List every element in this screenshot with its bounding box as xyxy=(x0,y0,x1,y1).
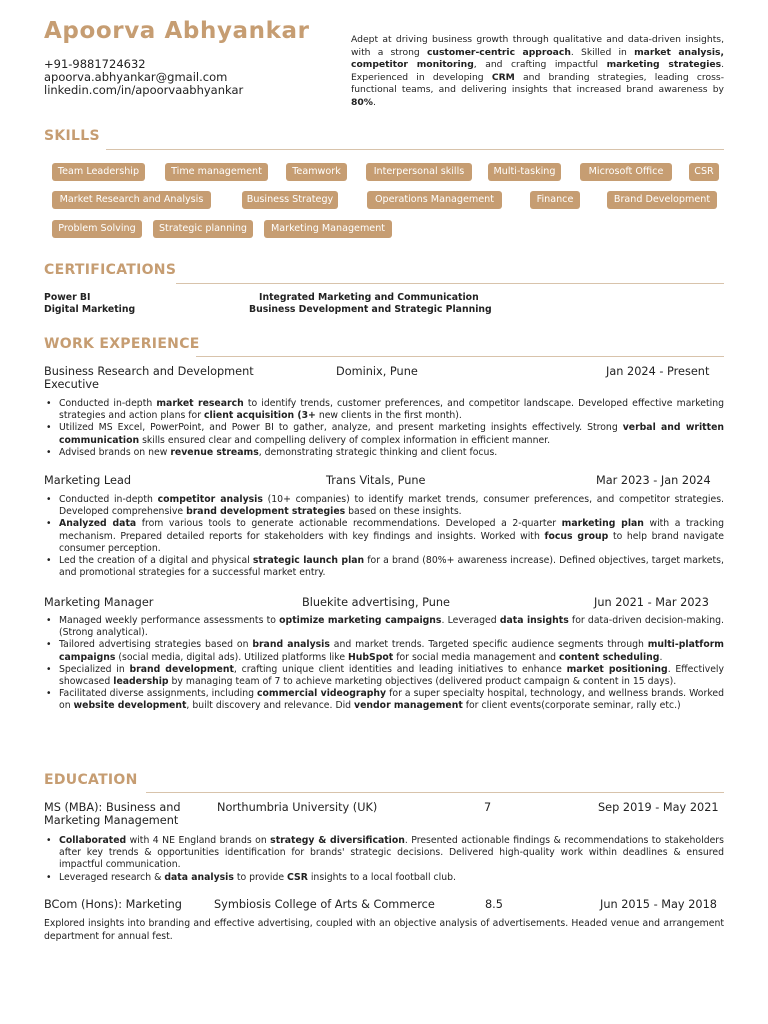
job-bullet: • Tailored advertising strategies based on brand analysis and market trends. Targeted specific audience segments through multi-platform campaigns (social media, digital ads). Utilized platforms like HubSpot for social media management and content scheduling. xyxy=(59,639,724,663)
skill-chip: Strategic planning xyxy=(153,220,253,238)
school-name: Northumbria University (UK) xyxy=(217,801,378,814)
job-company: Dominix, Pune xyxy=(336,365,418,378)
degree-description: Explored insights into branding and effective advertising, coupled with an objective analysis of advertisements. Headed venue and arrangement department for annual fest. xyxy=(44,918,724,942)
degree-name: BCom (Hons): Marketing xyxy=(44,898,182,911)
experience-divider xyxy=(196,356,724,357)
certification-item: Business Development and Strategic Planning xyxy=(249,304,492,315)
certification-item: Digital Marketing xyxy=(44,304,136,315)
degree-dates: Jun 2015 - May 2018 xyxy=(600,898,717,911)
skill-chip: Multi-tasking xyxy=(488,163,561,181)
job-bullet: • Facilitated diverse assignments, including commercial videography for a super specialty hospital, technology, and wellness brands. Worked on website development, built discovery and relevance. Did vendor management for client events(corporate seminar, rally etc.) xyxy=(59,688,724,712)
job-dates: Jan 2024 - Present xyxy=(606,365,710,378)
job-bullet: • Utilized MS Excel, PowerPoint, and Power BI to gather, analyze, and present marketing insights effectively. Strong verbal and written communication skills ensured clear and compelling delivery of complex information in efficient manner. xyxy=(59,422,724,446)
skill-chip: Market Research and Analysis xyxy=(52,191,211,209)
job-dates: Mar 2023 - Jan 2024 xyxy=(596,474,711,487)
job-bullets xyxy=(44,494,724,579)
job-dates: Jun 2021 - Mar 2023 xyxy=(594,596,709,609)
skill-chip: Interpersonal skills xyxy=(366,163,472,181)
job-title-continued: Executive xyxy=(44,378,100,391)
skill-chip: Operations Management xyxy=(367,191,502,209)
experience-heading: WORK EXPERIENCE xyxy=(44,336,200,352)
skills-divider xyxy=(106,149,724,150)
job-company: Bluekite advertising, Pune xyxy=(302,596,451,609)
job-bullet: • Conducted in-depth market research to identify trends, customer preferences, and competitor landscape. Developed effective marketing strategies and action plans for client acquisition (3+ new clients in the first month). xyxy=(59,398,724,422)
school-name: Symbiosis College of Arts & Commerce xyxy=(214,898,435,911)
phone-number: +91-9881724632 xyxy=(44,57,146,71)
job-bullet: • Conducted in-depth competitor analysis (10+ companies) to identify market trends, consumer preferences, and competitor strategies. Developed comprehensive brand development strategies based on these insights. xyxy=(59,494,724,518)
degree-name: MS (MBA): Business and xyxy=(44,801,181,814)
job-title: Business Research and Development xyxy=(44,365,254,378)
education-bullet: • Leveraged research & data analysis to provide CSR insights to a local football club. xyxy=(59,872,724,884)
job-bullet: • Specialized in brand development, crafting unique client identities and leading initiatives to enhance market positioning. Effectively showcased leadership by managing team of 7 to achieve marketing objectives (delivered product campaign & content in 15 days). xyxy=(59,664,724,688)
job-bullets xyxy=(44,398,724,459)
certifications-heading: CERTIFICATIONS xyxy=(44,262,177,278)
candidate-name: Apoorva Abhyankar xyxy=(44,18,310,44)
job-bullet: • Managed weekly performance assessments to optimize marketing campaigns. Leveraged data insights for data-driven decision-making. (Strong analytical). xyxy=(59,615,724,639)
skill-chip: Brand Development xyxy=(607,191,717,209)
certification-item: Integrated Marketing and Communication xyxy=(259,292,479,303)
skill-chip: Marketing Management xyxy=(264,220,392,238)
email-address: apoorva.abhyankar@gmail.com xyxy=(44,70,228,84)
education-divider xyxy=(146,792,724,793)
job-bullets xyxy=(44,615,724,713)
job-title: Marketing Lead xyxy=(44,474,132,487)
skill-chip: Problem Solving xyxy=(52,220,142,238)
linkedin-url: linkedin.com/in/apoorvaabhyankar xyxy=(44,83,244,97)
skill-chip: Business Strategy xyxy=(242,191,338,209)
certification-item: Power BI xyxy=(44,292,91,303)
degree-score: 8.5 xyxy=(485,898,503,911)
job-bullet: • Led the creation of a digital and physical strategic launch plan for a brand (80%+ awareness increase). Defined objectives, target markets, and promotional strategies for a successful market entry. xyxy=(59,555,724,579)
job-bullet: • Analyzed data from various tools to generate actionable recommendations. Developed a 2-quarter marketing plan with a tracking mechanism. Prepared detailed reports for stakeholders with key findings and insights. Worked with focus group to help brand navigate consumer perception. xyxy=(59,518,724,555)
skills-heading: SKILLS xyxy=(44,128,100,144)
degree-name-continued: Marketing Management xyxy=(44,814,179,827)
certifications-divider xyxy=(176,283,724,284)
job-company: Trans Vitals, Pune xyxy=(326,474,426,487)
skill-chip: CSR xyxy=(689,163,719,181)
job-bullet: • Advised brands on new revenue streams, demonstrating strategic thinking and client focus. xyxy=(59,447,724,459)
job-title: Marketing Manager xyxy=(44,596,154,609)
skill-chip: Finance xyxy=(530,191,580,209)
degree-score: 7 xyxy=(484,801,492,814)
degree-dates: Sep 2019 - May 2021 xyxy=(598,801,719,814)
skill-chip: Teamwork xyxy=(286,163,347,181)
education-bullet: • Collaborated with 4 NE England brands on strategy & diversification. Presented actionable findings & recommendations to stakeholders after key trends & opportunities identification for brands' strategic decisions. Delivered high-quality work within deadlines & ensured impactful communication. xyxy=(59,835,724,872)
education-bullets xyxy=(44,835,724,884)
education-heading: EDUCATION xyxy=(44,772,138,788)
skill-chip: Microsoft Office xyxy=(580,163,672,181)
skill-chip: Time management xyxy=(165,163,268,181)
skill-chip: Team Leadership xyxy=(52,163,145,181)
profile-summary: Adept at driving business growth through qualitative and data-driven insights, with a strong customer-centric approach. Skilled in market analysis, competitor monitoring, and crafting impactful marketing strategies. Experienced in developing CRM and branding strategies, leading cross-functional teams, and delivering insights that increased brand awareness by 80%. xyxy=(351,34,725,108)
